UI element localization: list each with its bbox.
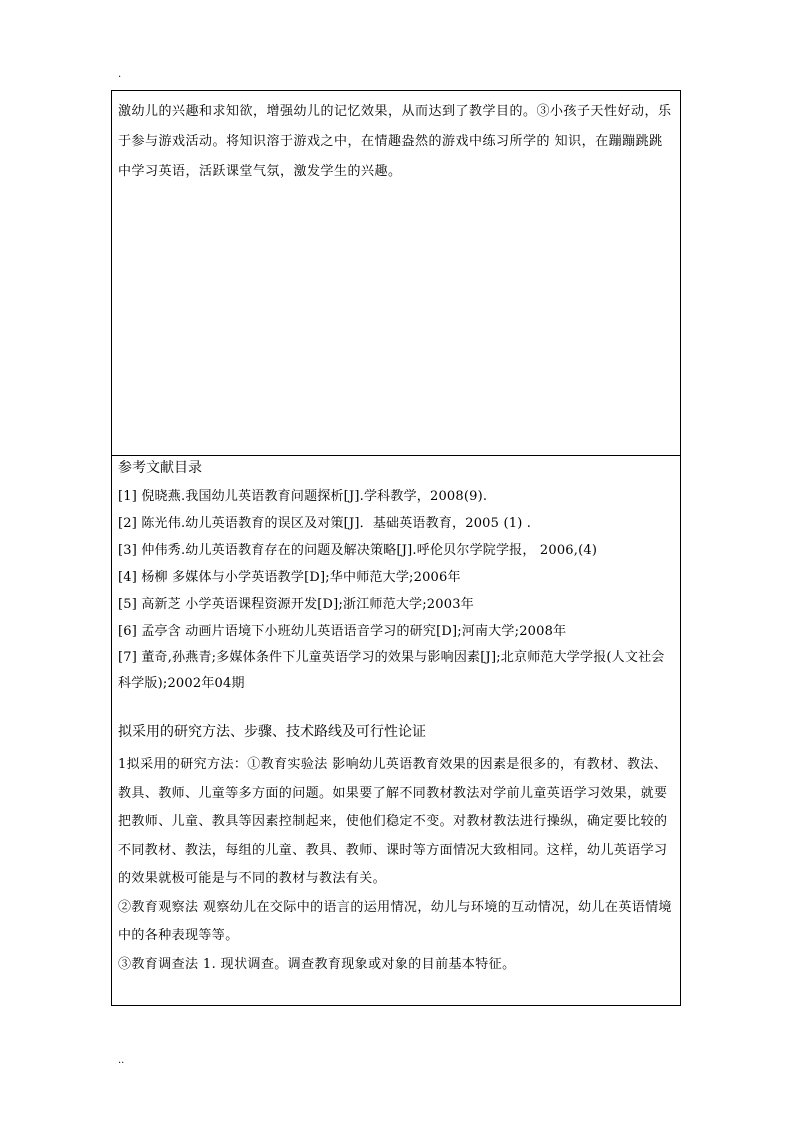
header-mark: .	[118, 69, 122, 80]
reference-item-7: [7] 董奇,孙燕青;多媒体条件下儿童英语学习的效果与影响因素[J];北京师范大学学报(人文社会科学版);2002年04期	[118, 650, 665, 691]
reference-item-5: [5] 高新芝 小学英语课程资源开发[D];浙江师范大学;2003年	[118, 597, 474, 612]
proposal-table	[111, 90, 681, 1006]
section1-paragraph: 激幼儿的兴趣和求知欲，增强幼儿的记忆效果，从而达到了教学目的。③小孩子天性好动，乐于参与游戏活动。将知识溶于游戏之中，在情趣盎然的游戏中练习所学的 知识，在蹦蹦跳跳中学习英语，活跃课堂气氛，激发学生的兴趣。	[118, 104, 672, 179]
reference-item-6: [6] 孟亭含 动画片语境下小班幼儿英语语音学习的研究[D];河南大学;2008年	[118, 624, 567, 639]
reference-item-1: [1] 倪晓燕.我国幼儿英语教育问题探析[J].学科教学，2008(9).	[118, 489, 488, 504]
methods-paragraph-1: 1拟采用的研究方法：①教育实验法 影响幼儿英语教育效果的因素是很多的，有教材、教法、教具、教师、儿童等多方面的问题。如果要了解不同教材教法对学前儿童英语学习效果，就要把教师、儿童、教具等因素控制起来，使他们稳定不变。对教材教法进行操纵，确定要比较的不同教材、教法，每组的儿童、教具、教师、课时等方面情况大致相同。这样，幼儿英语学习的效果就极可能是与不同的教材与教法有关。	[118, 757, 668, 886]
reference-item-4: [4] 杨柳 多媒体与小学英语教学[D];华中师范大学;2006年	[118, 570, 461, 585]
methods-paragraph-2: ②教育观察法 观察幼儿在交际中的语言的运用情况，幼儿与环境的互动情况，幼儿在英语情境中的各种表现等等。	[118, 899, 672, 943]
reference-item-3: [3] 仲伟秀.幼儿英语教育存在的问题及解决策略[J].呼伦贝尔学院学报， 2006,(4)	[118, 543, 598, 558]
table-row-divider	[112, 455, 680, 456]
references-title: 参考文献目录	[118, 460, 202, 476]
methods-paragraph-3: ③教育调查法 1. 现状调查。调查教育现象或对象的目前基本特征。	[118, 956, 516, 972]
footer-mark: ..	[118, 1055, 125, 1066]
reference-item-2: [2] 陈光伟.幼儿英语教育的误区及对策[J]．基础英语教育，2005 (1) .	[118, 516, 532, 531]
methods-title: 拟采用的研究方法、步骤、技术路线及可行性论证	[118, 724, 426, 740]
references-section	[118, 457, 674, 979]
